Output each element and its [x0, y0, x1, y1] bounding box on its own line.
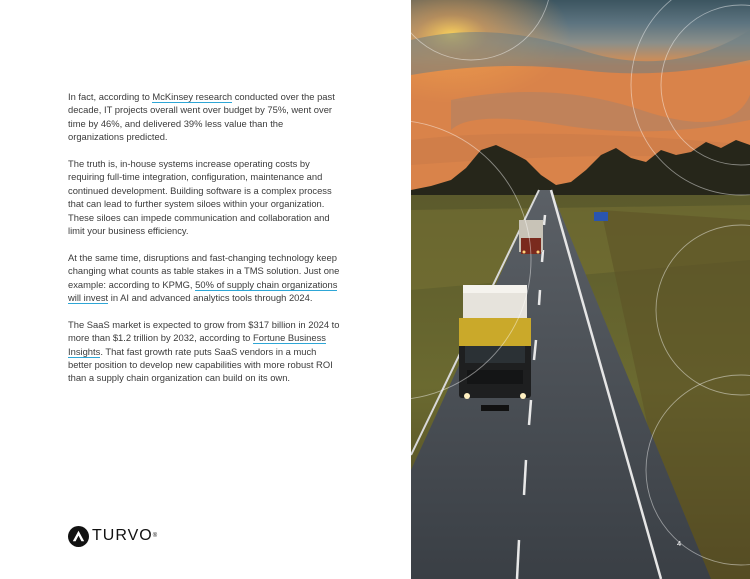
trademark-symbol: ® — [152, 533, 158, 539]
paragraph-3-text-a: At the same time, disruptions and fast-changing technology keep changing what counts as table stakes in a TMS solution. Just one example: according to KPMG, — [68, 251, 340, 290]
page-number: 4 — [677, 539, 682, 548]
paragraph-4-text-a: The SaaS market is expected to grow from $317 billion in 2024 to more than $1.2 trillion by 2032, according to — [68, 318, 340, 344]
paragraph-1 — [68, 90, 340, 144]
body-text — [68, 90, 340, 398]
paragraph-1-text-b: conducted over the past decade, IT projects overall went over budget by 75%, went over time by 46%, and delivered 39% less value than the organizations predicted. — [68, 91, 335, 143]
turvo-logo — [68, 525, 157, 547]
fortune-business-insights-link[interactable]: Fortune Business Insights — [68, 332, 326, 357]
paragraph-3-text-b: in AI and advanced analytics tools through 2024. — [108, 292, 313, 304]
paragraph-2: The truth is, in-house systems increase operating costs by requiring full-time integration, configuration, maintenance and continued development. Building software is a complex process that can lead to further system siloes within your organization. These siloes can impede communication and collaboration and limit your business efficiency. — [68, 158, 332, 237]
paragraph-1-text-a: In fact, according to — [68, 91, 153, 102]
turvo-logo-mark-icon — [68, 526, 89, 547]
kpmg-supply-chain-link[interactable]: 50% of supply chain organizations will invest — [68, 278, 338, 304]
paragraph-4 — [68, 318, 340, 385]
mckinsey-research-link[interactable]: McKinsey research — [152, 91, 233, 102]
turvo-wordmark: TURVO — [92, 527, 153, 544]
paragraph-4-text-b: . That fast growth rate puts SaaS vendors in a much better position to develop new capabilities with more robust ROI than a supply chain organization can build on its own. — [68, 345, 333, 384]
highway-trucks-photo — [411, 0, 750, 579]
paragraph-3 — [68, 251, 340, 305]
